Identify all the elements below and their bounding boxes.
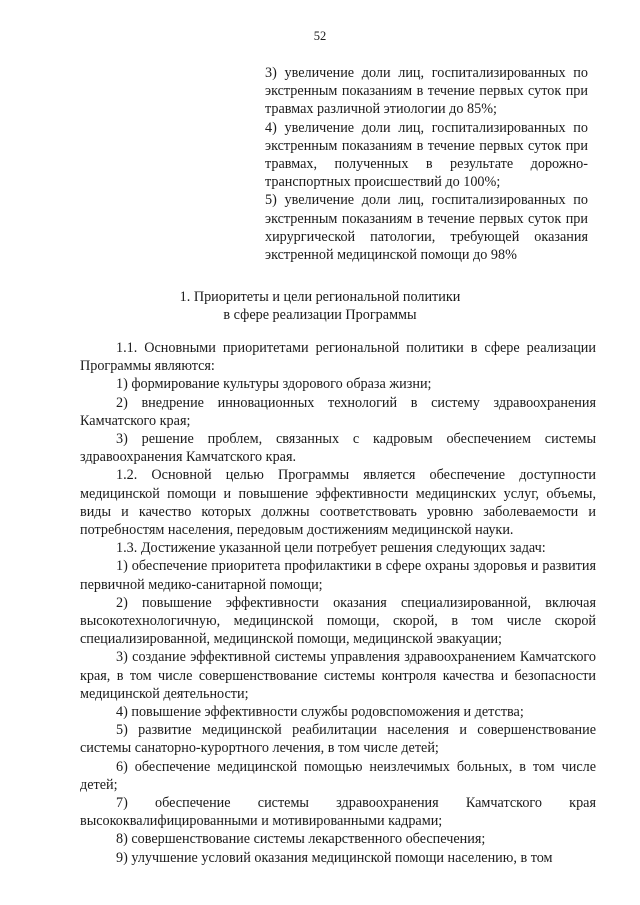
paragraph: 1.3. Достижение указанной цели потребует решения следующих задач: <box>116 540 546 557</box>
paragraph: 1) обеспечение приоритета профилактики в сфере охраны здоровья и развития первичной медико-санитарной помощи; <box>80 558 596 593</box>
target-indicators-block <box>265 64 588 264</box>
paragraph: 3) решение проблем, связанных с кадровым обеспечением системы здравоохранения Камчатского края. <box>80 431 596 466</box>
paragraph: 7) обеспечение системы здравоохранения Камчатского края высококвалифицированными и мотивированными кадрами; <box>80 795 596 830</box>
target-item: 3) увеличение доли лиц, госпитализированных по экстренным показаниям в течение первых суток при травмах различной этиологии до 85%; <box>265 65 588 118</box>
paragraph: 5) развитие медицинской реабилитации населения и совершенствование системы санаторно-курортного лечения, в том числе детей; <box>80 722 596 757</box>
paragraph: 2) внедрение инновационных технологий в систему здравоохранения Камчатского края; <box>80 394 596 429</box>
section-heading-line: в сфере реализации Программы <box>223 307 417 324</box>
paragraph: 4) повышение эффективности службы родовспоможения и детства; <box>116 704 524 721</box>
paragraph: 3) создание эффективной системы управления здравоохранением Камчатского края, в том числе совершенствование системы контроля качества и безопасности медицинской деятельности; <box>80 649 596 702</box>
paragraph: 2) повышение эффективности оказания специализированной, включая высокотехнологичную, медицинской помощи, скорой, в том числе скорой специализированной, медицинской помощи, медицинской эвакуации; <box>80 594 596 648</box>
paragraph: 8) совершенствование системы лекарственного обеспечения; <box>116 831 486 848</box>
section-heading <box>150 288 490 324</box>
page-number: 52 <box>313 29 327 43</box>
body-text <box>80 339 596 867</box>
target-item: 4) увеличение доли лиц, госпитализированных по экстренным показаниям в течение первых суток при травмах, полученных в результате дорожно-транспортных происшествий до 100%; <box>265 119 588 191</box>
paragraph: 1.1. Основными приоритетами региональной политики в сфере реализации Программы являются: <box>80 340 596 375</box>
paragraph: 1.2. Основной целью Программы является обеспечение доступности медицинской помощи и повышение эффективности медицинских услуг, объемы, виды и качество которых должны соответствовать уровню заболеваемости и потребностям населения, передовым достижениям медицинской науки. <box>80 467 596 539</box>
paragraph: 6) обеспечение медицинской помощью неизлечимых больных, в том числе детей; <box>80 758 596 793</box>
target-item: 5) увеличение доли лиц, госпитализированных по экстренным показаниям в течение первых суток при хирургической патологии, требующей оказания экстренной медицинской помощи до 98% <box>265 192 588 264</box>
paragraph: 1) формирование культуры здорового образа жизни; <box>116 376 432 393</box>
section-heading-line: 1. Приоритеты и цели региональной политики <box>179 289 461 305</box>
paragraph: 9) улучшение условий оказания медицинской помощи населению, в том <box>116 849 553 866</box>
